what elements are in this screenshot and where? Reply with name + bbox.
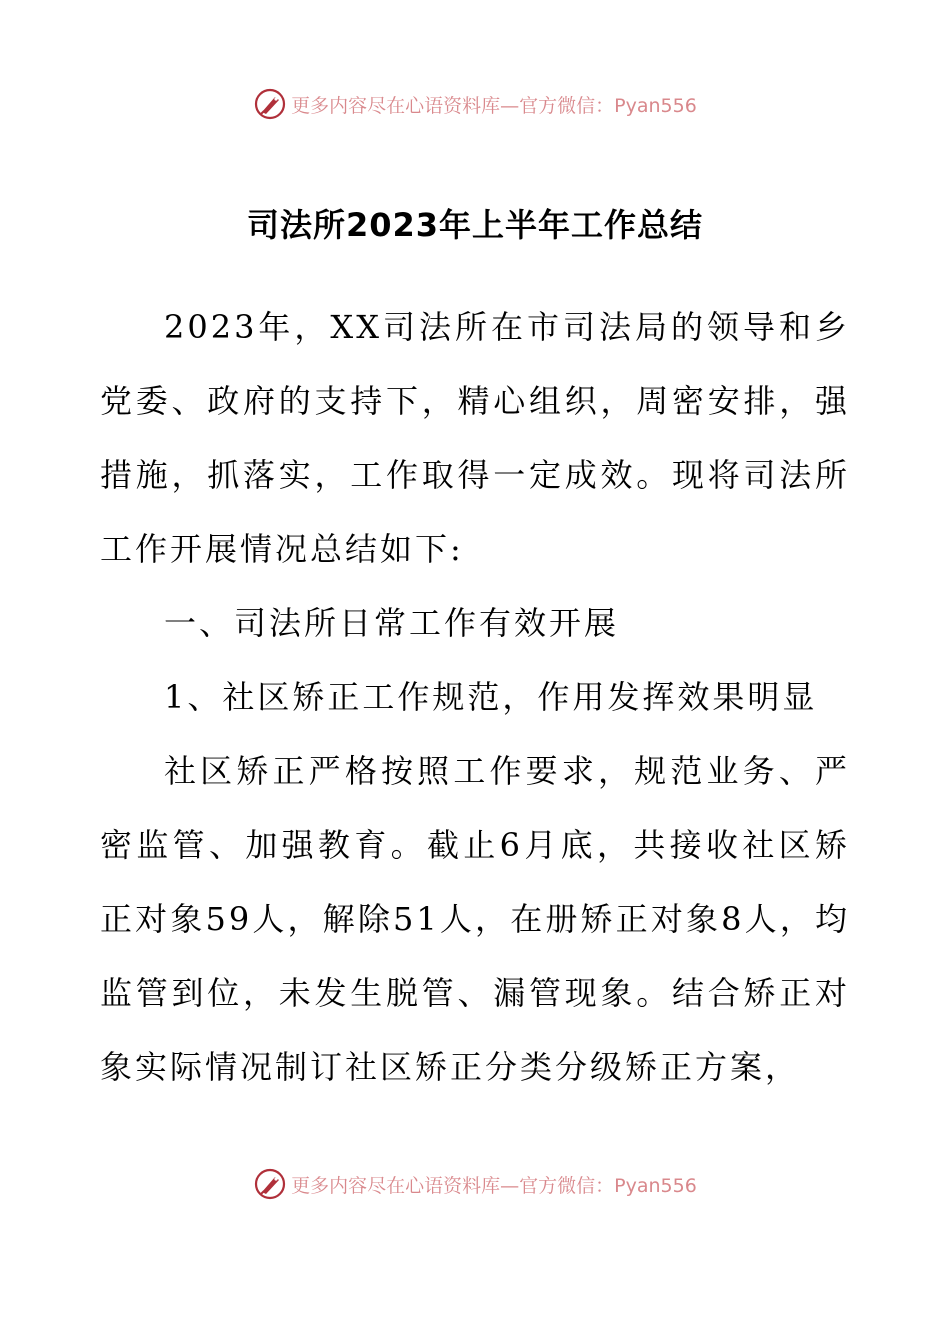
document-body	[100, 290, 850, 1104]
footer-watermark-inner	[253, 1167, 697, 1201]
pen-nib-icon	[253, 87, 287, 121]
pen-nib-icon	[253, 1167, 287, 1201]
section-heading-1: 一、司法所日常工作有效开展	[164, 604, 620, 642]
watermark-text	[291, 1171, 697, 1198]
subsection-heading-1: 1、社区矫正工作规范，作用发挥效果明显	[164, 678, 818, 716]
watermark-cn: 更多内容尽在心语资料库—官方微信：	[291, 94, 615, 117]
footer-watermark	[0, 1164, 950, 1204]
watermark-text	[291, 91, 697, 118]
paragraph-community-correction: 社区矫正严格按照工作要求，规范业务、严密监管、加强教育。截止6月底，共接收社区矫正对象59人，解除51人，在册矫正对象8人，均监管到位，未发生脱管、漏管现象。结合矫正对象实际情况制订社区矫正分类分级矫正方案，	[100, 752, 850, 1086]
watermark-wechat-id: Pyan556	[614, 94, 697, 117]
header-watermark-inner	[253, 87, 697, 121]
watermark-wechat-id: Pyan556	[614, 1174, 697, 1197]
paragraph-intro: 2023年，XX司法所在市司法局的领导和乡党委、政府的支持下，精心组织，周密安排，强措施，抓落实，工作取得一定成效。现将司法所工作开展情况总结如下:	[100, 308, 850, 568]
header-watermark	[0, 84, 950, 124]
watermark-cn: 更多内容尽在心语资料库—官方微信：	[291, 1174, 615, 1197]
document-title: 司法所2023年上半年工作总结	[246, 206, 704, 244]
